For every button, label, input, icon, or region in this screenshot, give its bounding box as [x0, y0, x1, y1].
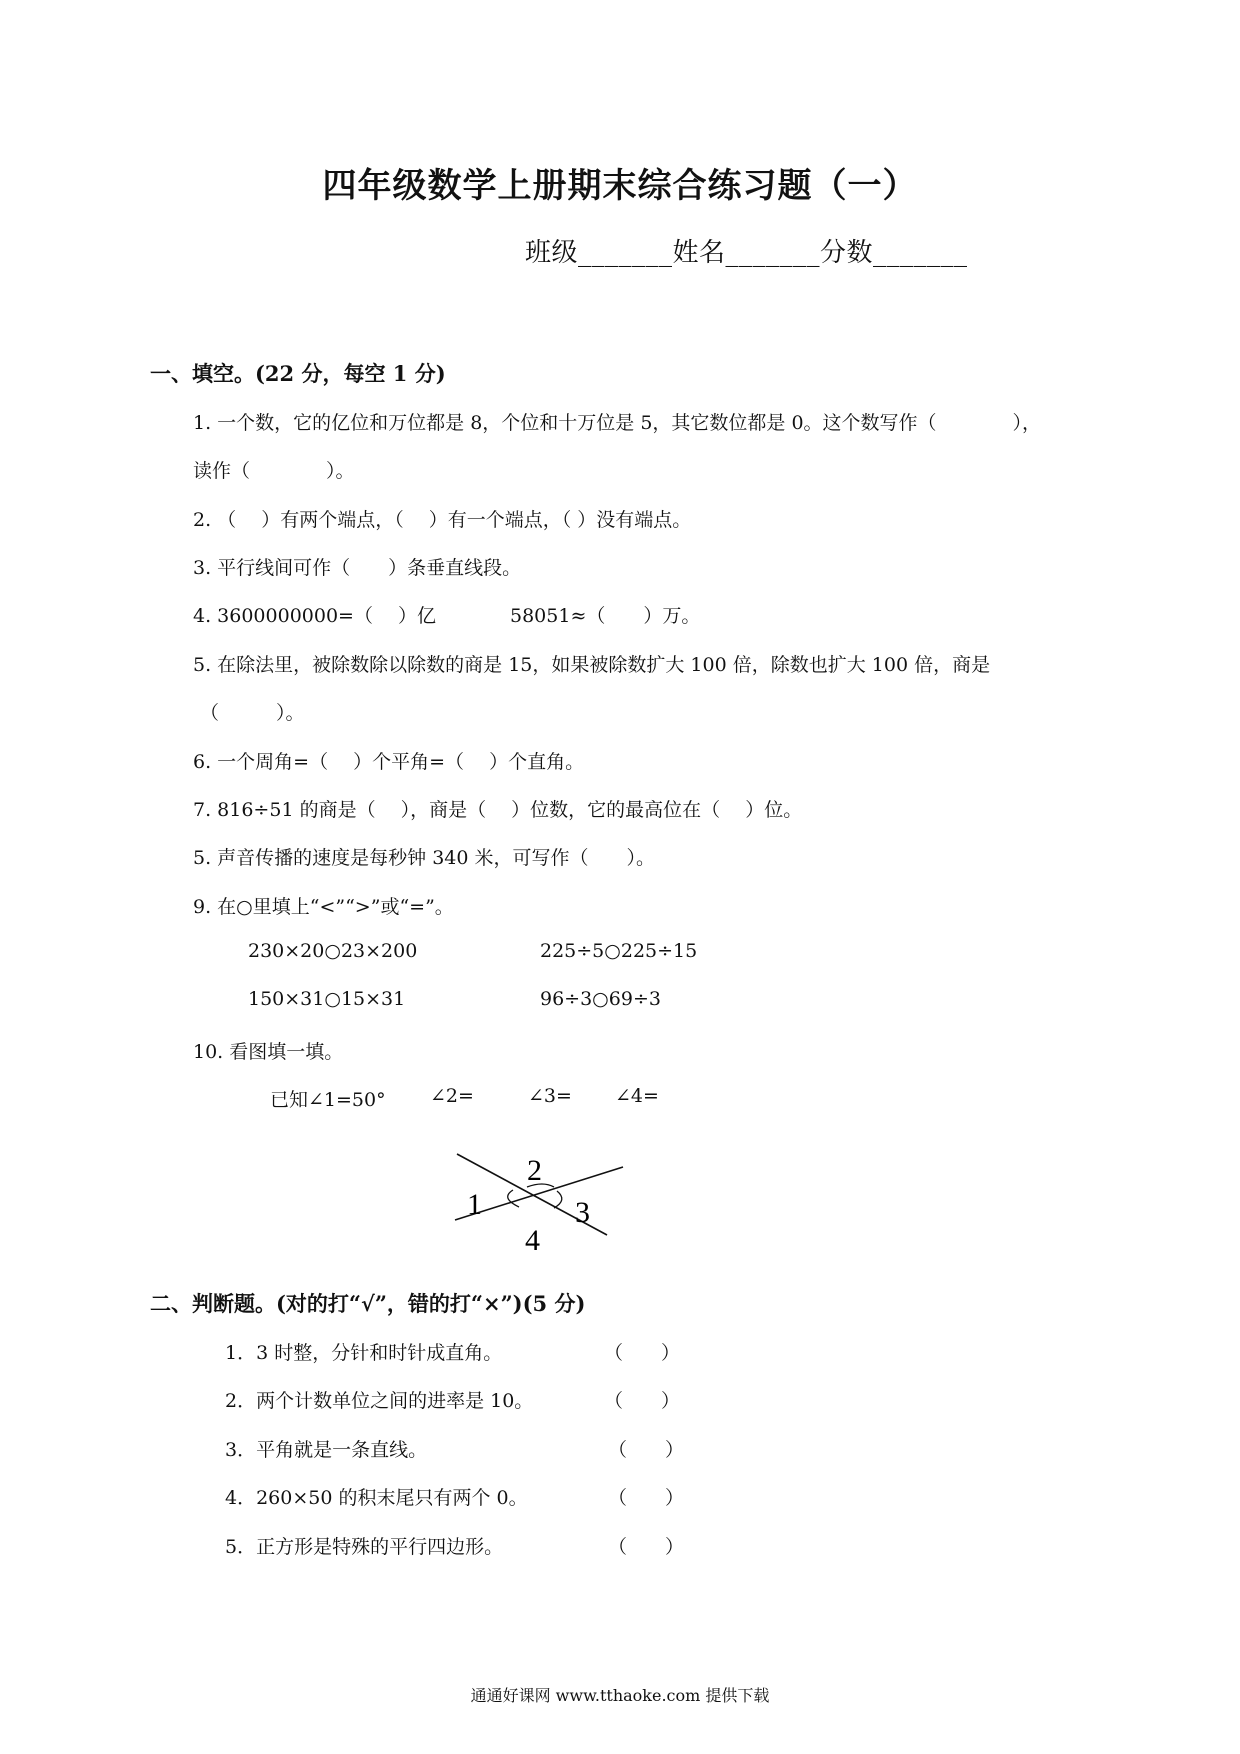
judgement-blank: （ ） — [608, 1536, 685, 1558]
comparison-item: 230×20○23×200 — [248, 940, 418, 962]
page-title: 四年级数学上册期末综合练习题（一） — [322, 166, 918, 206]
angle-4-blank: ∠4= — [615, 1085, 659, 1107]
question-1-line2: 读作（ ）。 — [193, 460, 355, 482]
question-3: 3. 平行线间可作（ ）条垂直线段。 — [193, 557, 522, 579]
question-5-line1: 5. 在除法里，被除数除以除数的商是 15，如果被除数扩大 100 倍，除数也扩大 100 倍，商是 — [193, 654, 991, 676]
comparison-item: 96÷3○69÷3 — [540, 988, 661, 1010]
comparison-item: 225÷5○225÷15 — [540, 940, 698, 962]
angle-3-blank: ∠3= — [528, 1085, 572, 1107]
question-7: 7. 816÷51 的商是（ ），商是（ ）位数，它的最高位在（ ）位。 — [193, 799, 803, 821]
question-4a: 4. 3600000000=（ ）亿 — [193, 605, 437, 627]
judgement-item: 3．平角就是一条直线。 — [225, 1439, 428, 1461]
footer-text: 通通好课网 www.tthaoke.com 提供下载 — [470, 1686, 770, 1705]
judgement-blank: （ ） — [604, 1342, 681, 1364]
judgement-blank: （ ） — [608, 1439, 685, 1461]
question-5-line2: （ ）。 — [200, 702, 305, 724]
question-10: 10. 看图填一填。 — [193, 1041, 344, 1063]
question-9: 9. 在○里填上“<”“>”或“=”。 — [193, 896, 454, 918]
question-8: 5. 声音传播的速度是每秒钟 340 米，可写作（ ）。 — [193, 847, 656, 869]
student-info-line: 班级_______姓名_______分数_______ — [525, 238, 968, 268]
judgement-item: 5．正方形是特殊的平行四边形。 — [225, 1536, 504, 1558]
angle-known: 已知∠1=50° — [270, 1089, 386, 1111]
judgement-item: 2．两个计数单位之间的进率是 10。 — [225, 1390, 534, 1412]
judgement-blank: （ ） — [608, 1487, 685, 1509]
question-2: 2. （ ）有两个端点，（ ）有一个端点，（ ）没有端点。 — [193, 509, 692, 531]
section1-heading: 一、填空。(22 分，每空 1 分) — [150, 361, 446, 386]
intersecting-lines-figure — [455, 1150, 635, 1257]
section2-heading: 二、判断题。(对的打“√”，错的打“×”)(5 分) — [150, 1291, 586, 1316]
question-1-line1: 1. 一个数，它的亿位和万位都是 8，个位和十万位是 5，其它数位都是 0。这个数写作（ ）， — [193, 412, 1042, 434]
figure-label-3: 3 — [575, 1196, 590, 1229]
figure-label-1: 1 — [467, 1188, 482, 1221]
question-6: 6. 一个周角=（ ）个平角=（ ）个直角。 — [193, 751, 585, 773]
question-4b: 58051≈（ ）万。 — [510, 605, 701, 627]
judgement-item: 4．260×50 的积末尾只有两个 0。 — [225, 1487, 528, 1509]
judgement-blank: （ ） — [604, 1390, 681, 1412]
angle-2-blank: ∠2= — [430, 1085, 474, 1107]
angle-1-arc — [508, 1190, 519, 1207]
figure-label-4: 4 — [525, 1224, 540, 1257]
figure-label-2: 2 — [527, 1154, 542, 1187]
comparison-item: 150×31○15×31 — [248, 988, 406, 1010]
judgement-item: 1．3 时整，分针和时针成直角。 — [225, 1342, 503, 1364]
angle-3-arc — [554, 1191, 562, 1208]
